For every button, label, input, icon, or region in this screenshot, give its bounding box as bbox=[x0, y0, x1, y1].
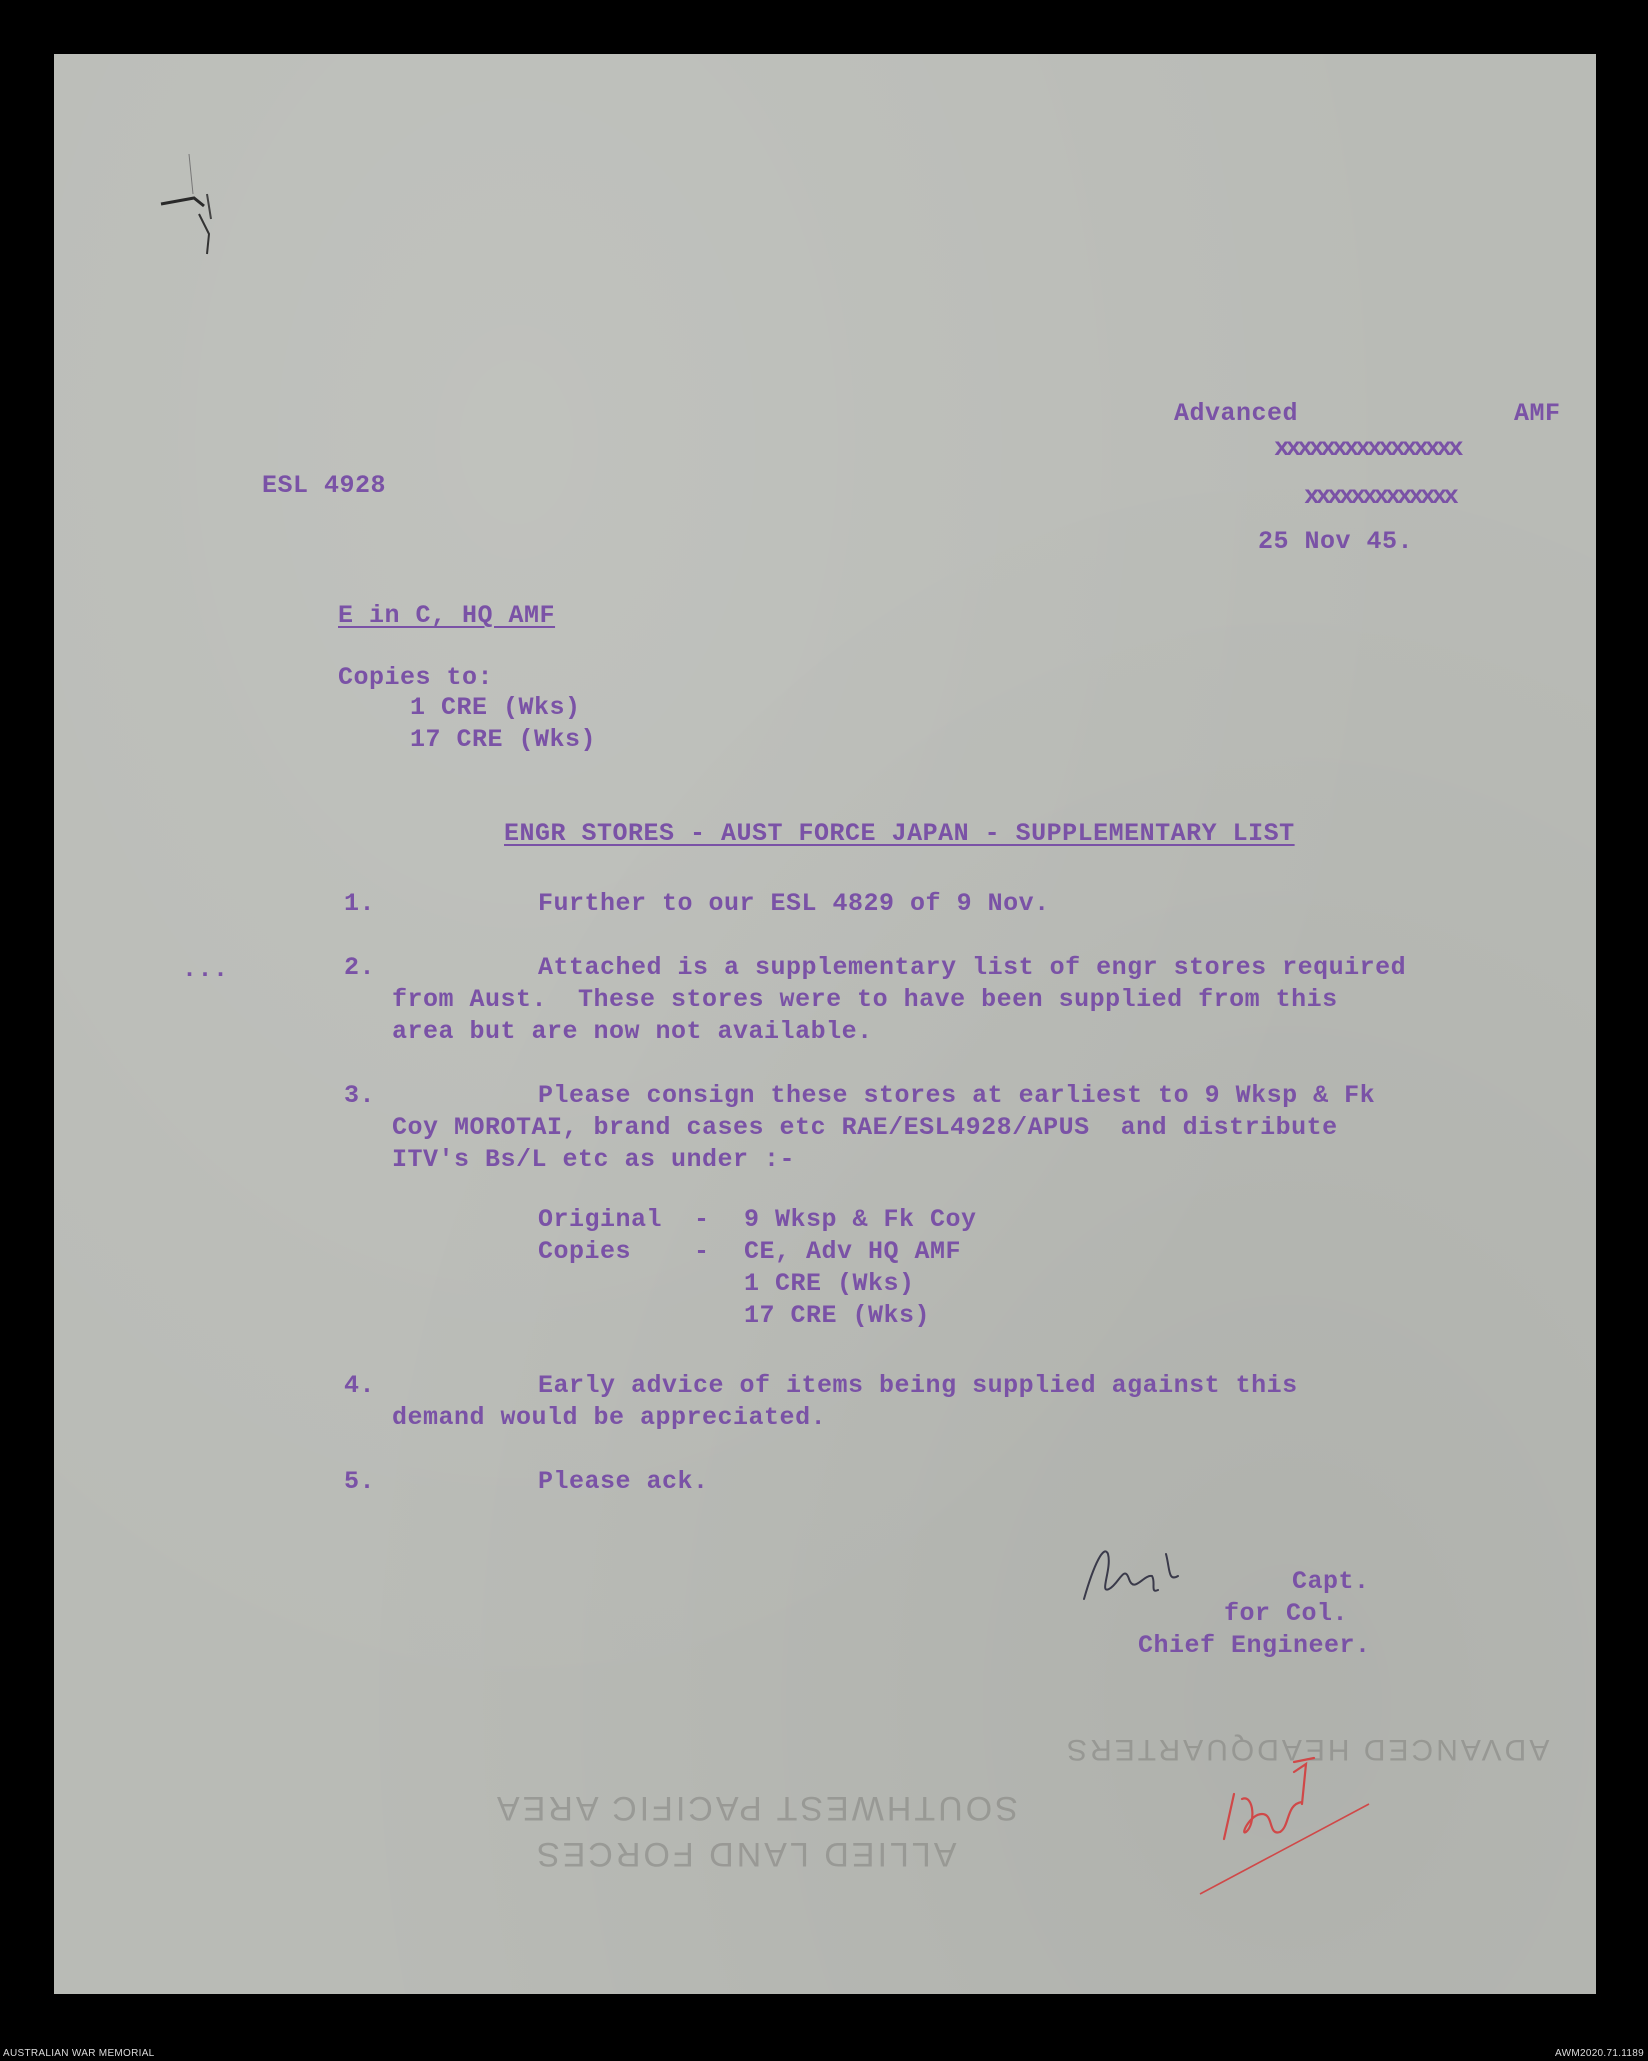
stamp-allied-land-forces: ALLIED LAND FORCES bbox=[534, 1835, 957, 1873]
document-page bbox=[54, 54, 1596, 1994]
margin-mark: ... bbox=[182, 955, 229, 984]
addressee: E in C, HQ AMF bbox=[338, 601, 556, 630]
copies-to-item: 17 CRE (Wks) bbox=[410, 725, 597, 754]
stamp-advanced-headquarters: ADVANCED HEADQUARTERS bbox=[1064, 1733, 1550, 1766]
copies-to-item: 1 CRE (Wks) bbox=[410, 693, 581, 722]
distribution-copies-label: Copies bbox=[538, 1237, 632, 1266]
paragraph-line: Further to our ESL 4829 of 9 Nov. bbox=[538, 889, 1050, 918]
paragraph-line: demand would be appreciated. bbox=[392, 1403, 827, 1432]
signature-title: Chief Engineer. bbox=[1138, 1631, 1371, 1660]
red-pencil-annotation bbox=[1194, 1744, 1384, 1904]
copies-to-label: Copies to: bbox=[338, 663, 494, 692]
handwritten-signature bbox=[1074, 1534, 1214, 1614]
footer-left: AUSTRALIAN WAR MEMORIAL bbox=[3, 2048, 155, 2059]
paragraph-line: from Aust. These stores were to have been supplied from this bbox=[392, 985, 1338, 1014]
distribution-dash: - bbox=[694, 1205, 710, 1234]
office-suffix: AMF bbox=[1514, 399, 1561, 428]
footer-right: AWM2020.71.1189 bbox=[1555, 2048, 1644, 2059]
distribution-dash: - bbox=[694, 1237, 710, 1266]
paragraph-number: 1. bbox=[344, 889, 376, 918]
stamp-southwest-pacific-area: SOUTHWEST PACIFIC AREA bbox=[494, 1789, 1018, 1827]
distribution-copies-value: CE, Adv HQ AMF bbox=[744, 1237, 962, 1266]
paragraph-line: ITV's Bs/L etc as under :- bbox=[392, 1145, 796, 1174]
paragraph-number: 4. bbox=[344, 1371, 376, 1400]
distribution-original-value: 9 Wksp & Fk Coy bbox=[744, 1205, 977, 1234]
paragraph-line: Early advice of items being supplied against this bbox=[538, 1371, 1298, 1400]
struck-line-1: xxxxxxxxxxxxxxxx bbox=[1274, 433, 1460, 463]
paragraph-line: area but are now not available. bbox=[392, 1017, 873, 1046]
paragraph-number: 2. bbox=[344, 953, 376, 982]
paragraph-line: Attached is a supplementary list of engr stores required bbox=[538, 953, 1407, 982]
struck-line-2: xxxxxxxxxxxxx bbox=[1304, 481, 1455, 511]
reference-number: ESL 4928 bbox=[262, 471, 387, 500]
paragraph-line: Coy MOROTAI, brand cases etc RAE/ESL4928/APUS and distribute bbox=[392, 1113, 1338, 1142]
letter-date: 25 Nov 45. bbox=[1258, 527, 1414, 556]
subject-heading: ENGR STORES - AUST FORCE JAPAN - SUPPLEMENTARY LIST bbox=[504, 819, 1295, 848]
staple-mark-icon bbox=[149, 134, 239, 274]
distribution-copies-value: 1 CRE (Wks) bbox=[744, 1269, 915, 1298]
paragraph-number: 3. bbox=[344, 1081, 376, 1110]
distribution-copies-value: 17 CRE (Wks) bbox=[744, 1301, 931, 1330]
office-name: Advanced bbox=[1174, 399, 1299, 428]
signature-rank: Capt. bbox=[1292, 1567, 1370, 1596]
paragraph-number: 5. bbox=[344, 1467, 376, 1496]
distribution-original-label: Original bbox=[538, 1205, 663, 1234]
signature-for: for Col. bbox=[1224, 1599, 1349, 1628]
paragraph-line: Please consign these stores at earliest to 9 Wksp & Fk bbox=[538, 1081, 1376, 1110]
paragraph-line: Please ack. bbox=[538, 1467, 709, 1496]
